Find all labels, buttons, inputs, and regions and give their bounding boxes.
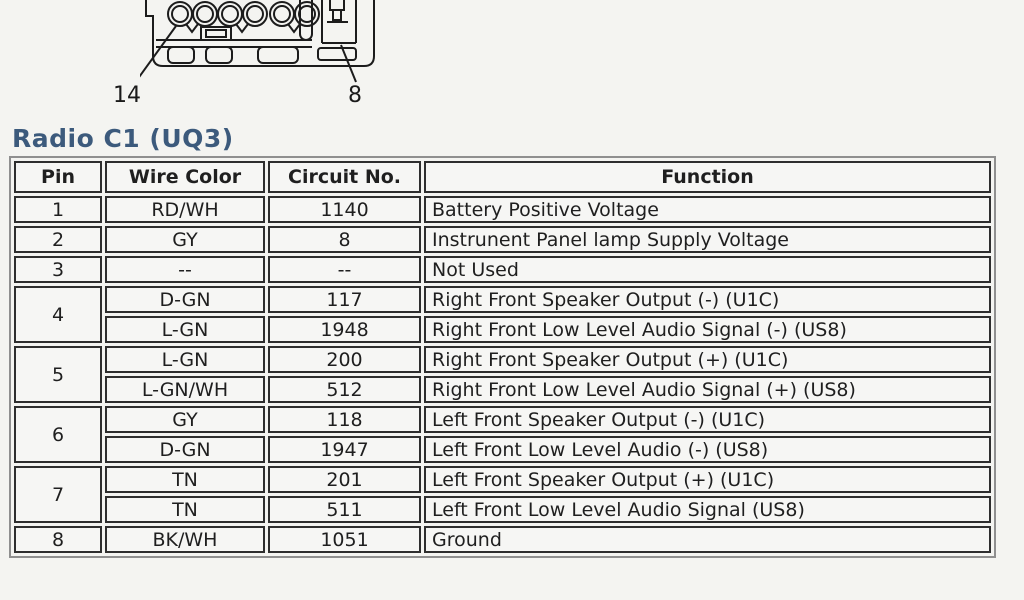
pin-cell: 6: [14, 406, 102, 463]
circuit-no-cell: 200: [268, 346, 421, 373]
wire-color-cell: D-GN: [105, 286, 265, 313]
function-cell: Right Front Speaker Output (+) (U1C): [424, 346, 991, 373]
circuit-no-cell: 1948: [268, 316, 421, 343]
function-cell: Instrunent Panel lamp Supply Voltage: [424, 226, 991, 253]
pin-8-callout: 8: [348, 83, 362, 108]
table-row: [14, 376, 991, 403]
circuit-no-cell: 1947: [268, 436, 421, 463]
circuit-no-cell: 117: [268, 286, 421, 313]
circuit-no-cell: 1051: [268, 526, 421, 553]
circuit-no-cell: 512: [268, 376, 421, 403]
function-cell: Battery Positive Voltage: [424, 196, 991, 223]
circuit-no-cell: 8: [268, 226, 421, 253]
wire-color-cell: TN: [105, 496, 265, 523]
circuit-no-cell: 511: [268, 496, 421, 523]
function-cell: Right Front Speaker Output (-) (U1C): [424, 286, 991, 313]
wire-color-cell: RD/WH: [105, 196, 265, 223]
pinout-table: [9, 156, 996, 558]
table-header-row: [14, 161, 991, 193]
table-row: [14, 286, 991, 313]
circuit-no-cell: --: [268, 256, 421, 283]
table-row: [14, 526, 991, 553]
wire-color-cell: L-GN/WH: [105, 376, 265, 403]
table-row: [14, 256, 991, 283]
function-cell: Right Front Low Level Audio Signal (+) (US8): [424, 376, 991, 403]
circuit-no-cell: 118: [268, 406, 421, 433]
table-row: [14, 466, 991, 493]
function-cell: Left Front Speaker Output (-) (U1C): [424, 406, 991, 433]
page-title: Radio C1 (UQ3): [12, 124, 234, 153]
pin-cell: 4: [14, 286, 102, 343]
wire-color-cell: GY: [105, 406, 265, 433]
function-cell: Ground: [424, 526, 991, 553]
pin-cell: 1: [14, 196, 102, 223]
table-row: [14, 496, 991, 523]
wire-color-cell: TN: [105, 466, 265, 493]
table-body: [14, 196, 991, 553]
table-row: [14, 196, 991, 223]
pin-cell: 8: [14, 526, 102, 553]
function-cell: Left Front Speaker Output (+) (U1C): [424, 466, 991, 493]
pin-cell: 7: [14, 466, 102, 523]
table-row: [14, 406, 991, 433]
circuit-no-cell: 1140: [268, 196, 421, 223]
table-row: [14, 436, 991, 463]
wire-color-cell: D-GN: [105, 436, 265, 463]
function-cell: Left Front Low Level Audio (-) (US8): [424, 436, 991, 463]
pin-14-callout: 14: [113, 83, 141, 108]
circuit-no-cell: 201: [268, 466, 421, 493]
pin-cell: 2: [14, 226, 102, 253]
pin-cell: 3: [14, 256, 102, 283]
col-header-function: Function: [424, 161, 991, 193]
wire-color-cell: GY: [105, 226, 265, 253]
wire-color-cell: --: [105, 256, 265, 283]
wire-color-cell: L-GN: [105, 316, 265, 343]
pin-cell: 5: [14, 346, 102, 403]
col-header-pin: Pin: [14, 161, 102, 193]
wire-color-cell: BK/WH: [105, 526, 265, 553]
table-row: [14, 226, 991, 253]
function-cell: Not Used: [424, 256, 991, 283]
table-row: [14, 346, 991, 373]
function-cell: Right Front Low Level Audio Signal (-) (US8): [424, 316, 991, 343]
table-row: [14, 316, 991, 343]
wire-color-cell: L-GN: [105, 346, 265, 373]
col-header-wire-color: Wire Color: [105, 161, 265, 193]
function-cell: Left Front Low Level Audio Signal (US8): [424, 496, 991, 523]
col-header-circuit-no: Circuit No.: [268, 161, 421, 193]
